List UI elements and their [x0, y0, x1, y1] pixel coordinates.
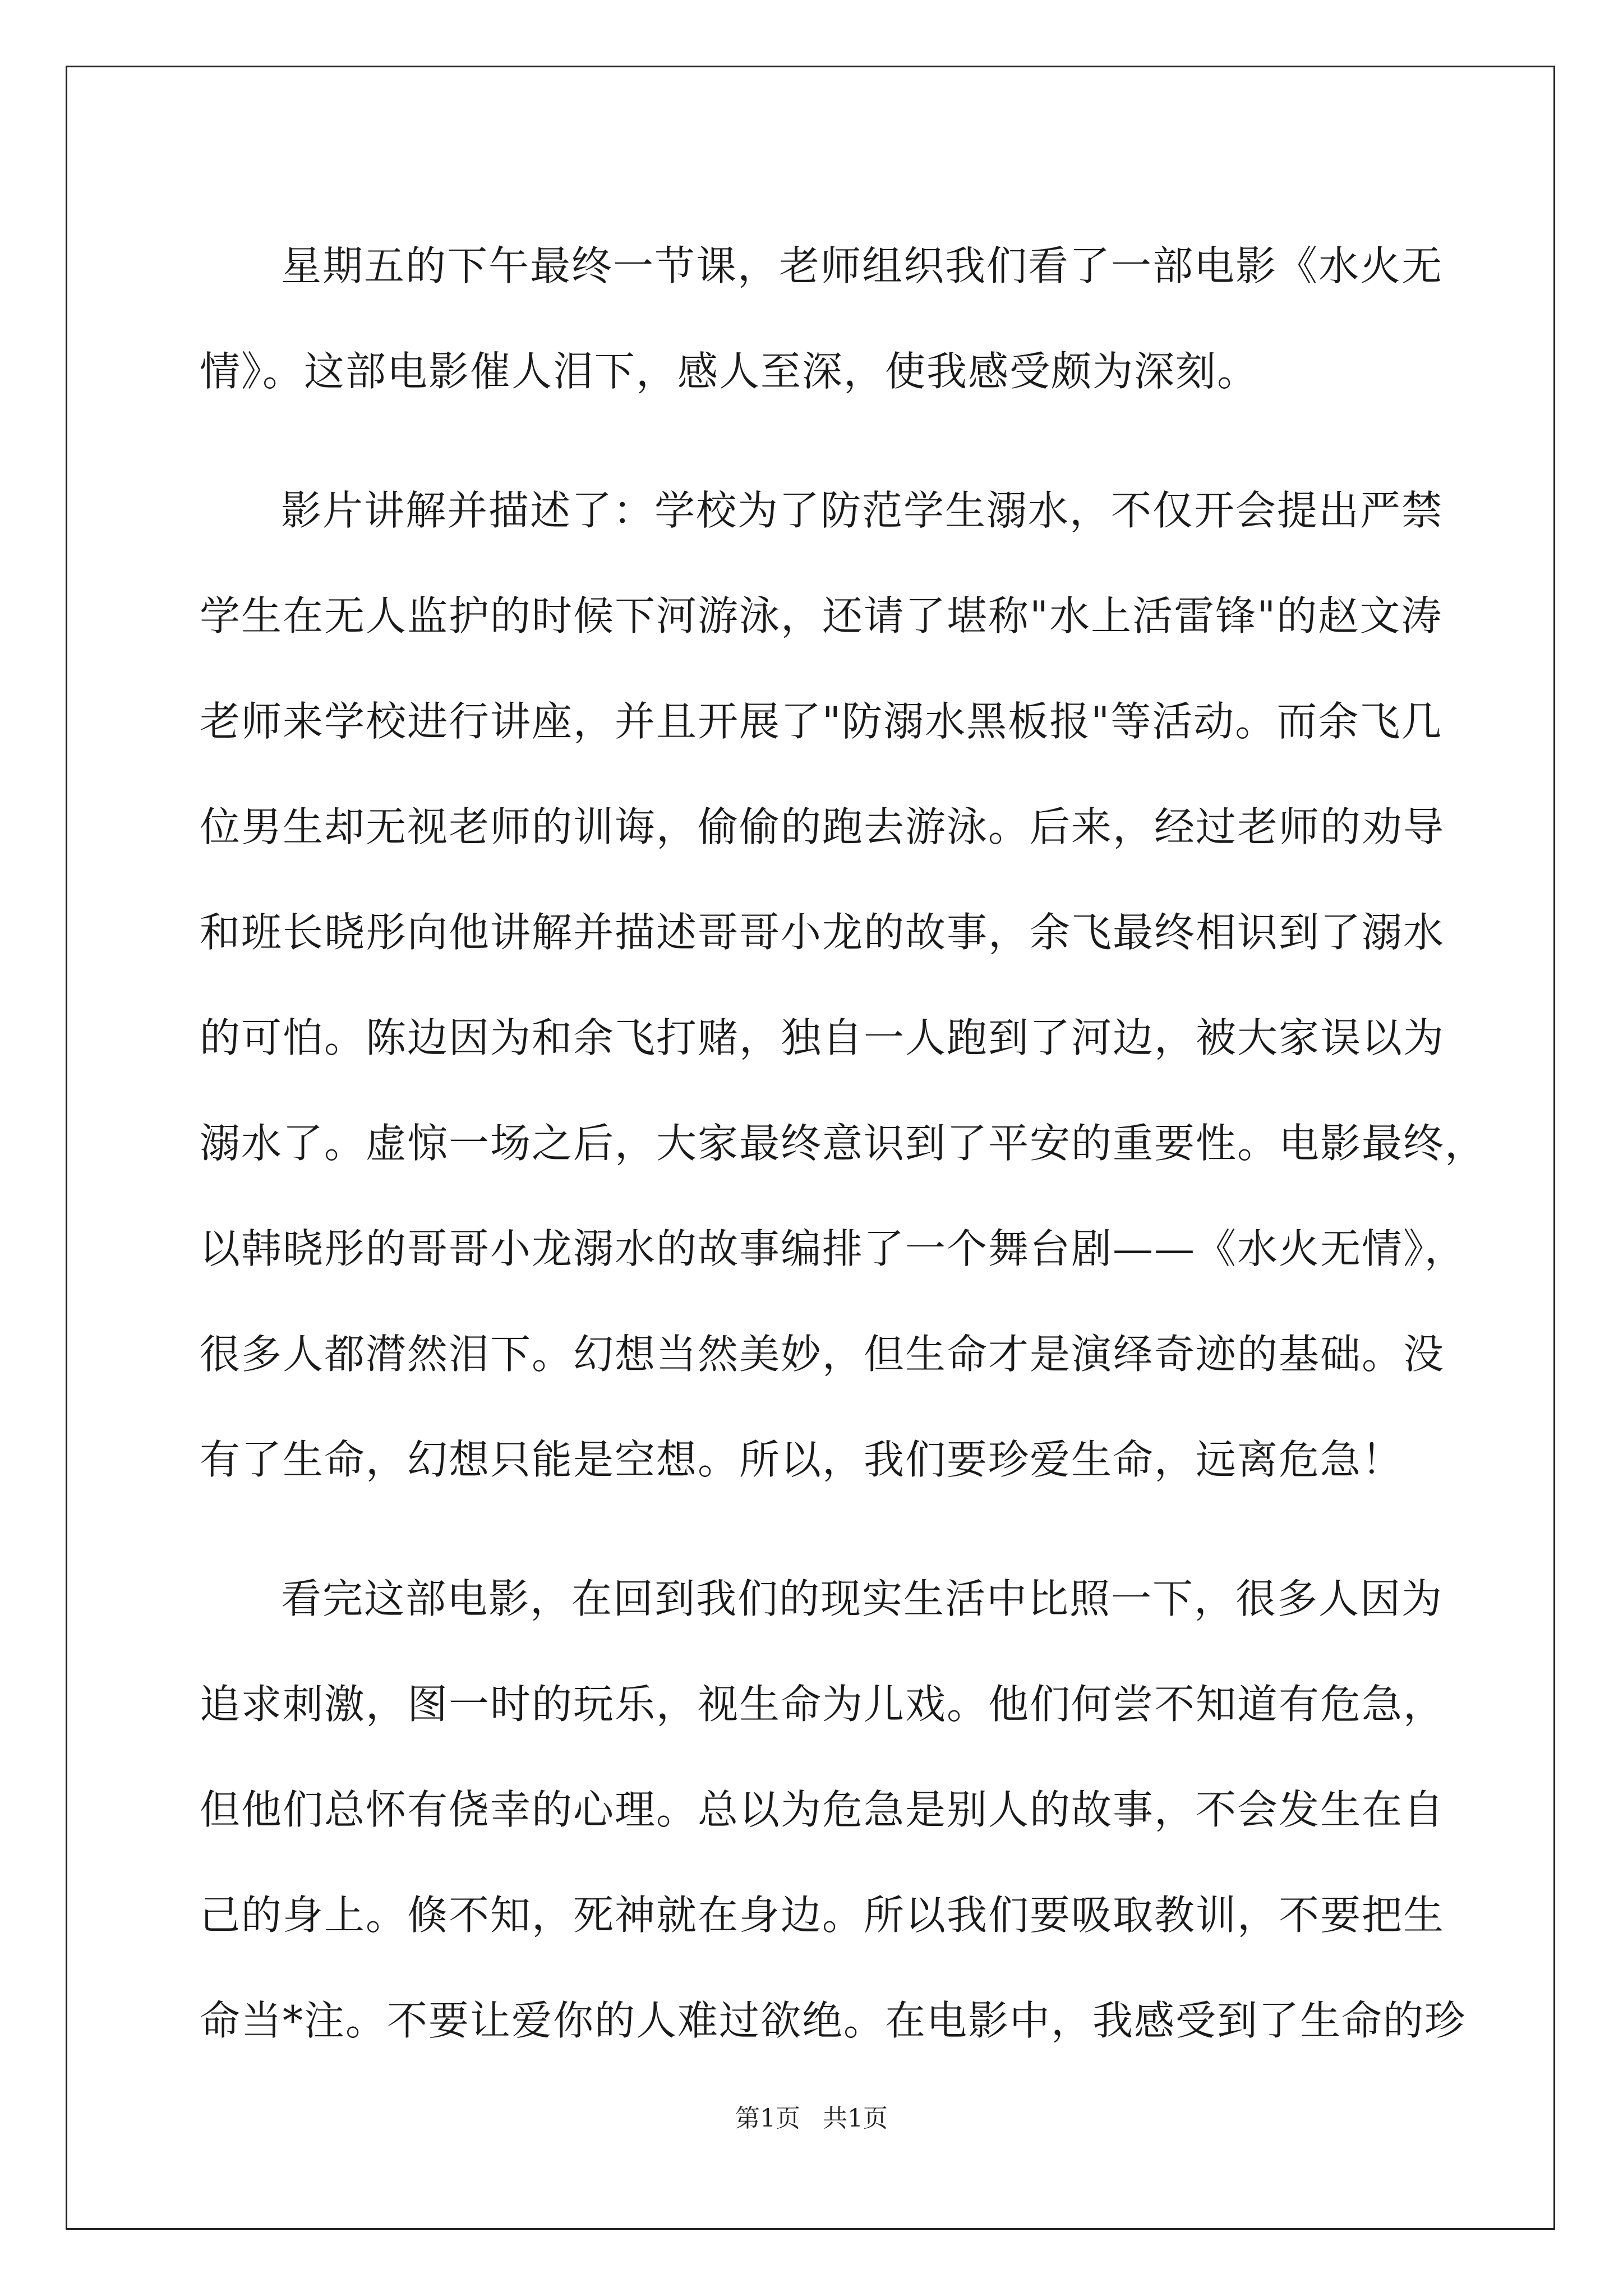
text-line: 命当*注。不要让爱你的人难过欲绝。在电影中，我感受到了生命的珍: [200, 1997, 1467, 2044]
paragraph-2: [200, 458, 1487, 1546]
text-line: 的可怕。陈边因为和余飞打赌，独自一人跑到了河边，被大家误以为: [200, 1014, 1445, 1061]
page-total: 共1页: [823, 2104, 888, 2133]
paragraph-1: [200, 213, 1444, 458]
paragraph-3: [200, 1546, 1467, 2073]
text-line: 位男生却无视老师的训诲，偷偷的跑去游泳。后来，经过老师的劝导: [200, 803, 1445, 850]
page-footer: [0, 2098, 1623, 2134]
text-line: 溺水了。虚惊一场之后，大家最终意识到了平安的重要性。电影最终，: [200, 1120, 1487, 1167]
document-body: [200, 213, 1487, 2073]
text-line: 星期五的下午最终一节课，老师组织我们看了一部电影《水火无: [281, 242, 1444, 289]
text-line: 己的身上。倏不知，死神就在身边。所以我们要吸取教训，不要把生: [200, 1892, 1445, 1939]
text-line: 老师来学校进行讲座，并且开展了"防溺水黑板报"等活动。而余飞几: [200, 698, 1443, 745]
text-line: 追求刺激，图一时的玩乐，视生命为儿戏。他们何尝不知道有危急，: [200, 1681, 1445, 1728]
text-line: 很多人都潸然泪下。幻想当然美妙，但生命才是演绎奇迹的基础。没: [200, 1331, 1445, 1378]
text-line: 但他们总怀有侥幸的心理。总以为危急是别人的故事，不会发生在自: [200, 1786, 1445, 1833]
text-line: 学生在无人监护的时候下河游泳，还请了堪称"水上活雷锋"的赵文涛: [200, 592, 1443, 639]
text-line: 影片讲解并描述了：学校为了防范学生溺水，不仅开会提出严禁: [281, 487, 1444, 534]
text-line: 看完这部电影，在回到我们的现实生活中比照一下，很多人因为: [281, 1575, 1444, 1622]
text-line: 情》。这部电影催人泪下，感人至深，使我感受颇为深刻。: [200, 348, 1259, 395]
text-line: 和班长晓彤向他讲解并描述哥哥小龙的故事，余飞最终相识到了溺水: [200, 909, 1445, 956]
text-line: 以韩晓彤的哥哥小龙溺水的故事编排了一个舞台剧——《水火无情》，: [200, 1225, 1467, 1272]
text-line: 有了生命，幻想只能是空想。所以，我们要珍爱生命，远离危急！: [200, 1436, 1404, 1483]
page-number: 第1页: [735, 2104, 800, 2133]
